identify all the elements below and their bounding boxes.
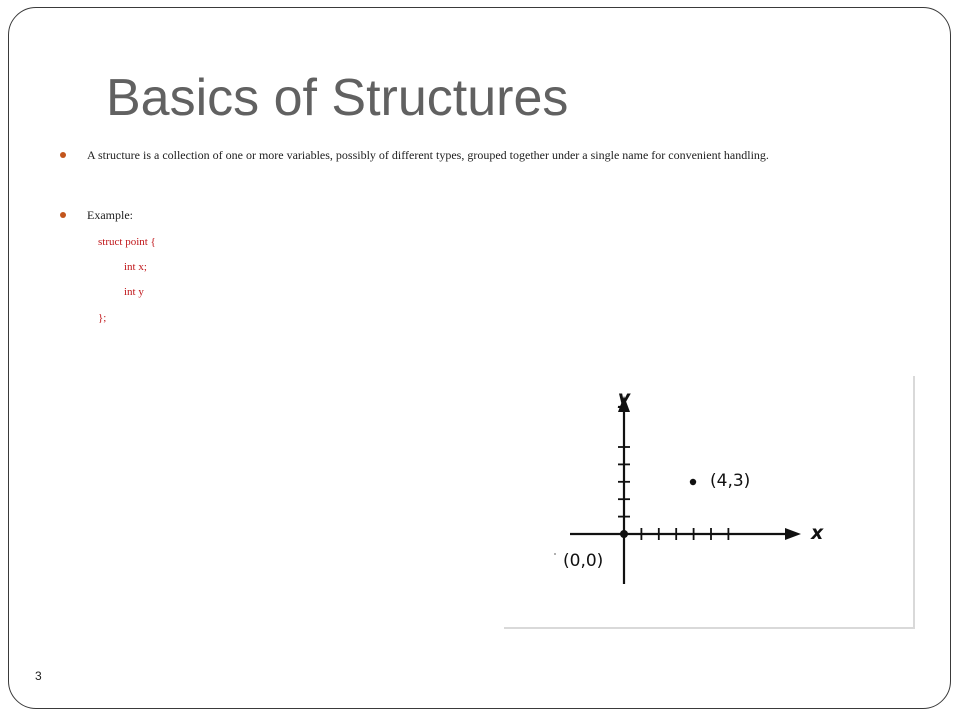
- bullet-marker: [60, 152, 66, 158]
- code-line-int-y: int y: [124, 286, 144, 298]
- bullet-text: Example:: [87, 208, 133, 222]
- code-line-struct-open: struct point {: [98, 236, 156, 248]
- page-number: 3: [35, 669, 42, 683]
- x-axis-arrow-icon: [785, 528, 801, 540]
- coordinate-diagram-svg: [504, 376, 915, 629]
- slide-title: Basics of Structures: [106, 69, 569, 127]
- point-label: (4,3): [710, 471, 751, 491]
- data-point: [690, 479, 696, 485]
- origin-label-dot: [554, 553, 556, 555]
- origin-label: (0,0): [563, 551, 604, 571]
- code-line-struct-close: };: [98, 312, 107, 324]
- code-line-int-x: int x;: [124, 261, 147, 273]
- coordinate-diagram: [504, 376, 915, 629]
- origin-point: [620, 530, 628, 538]
- bullet-text: A structure is a collection of one or more variables, possibly of different types, grouped together under a single name for convenient handling.: [87, 148, 769, 162]
- bullet-marker: [60, 212, 66, 218]
- x-axis-label: x: [811, 522, 824, 544]
- y-axis-label: y: [617, 387, 631, 409]
